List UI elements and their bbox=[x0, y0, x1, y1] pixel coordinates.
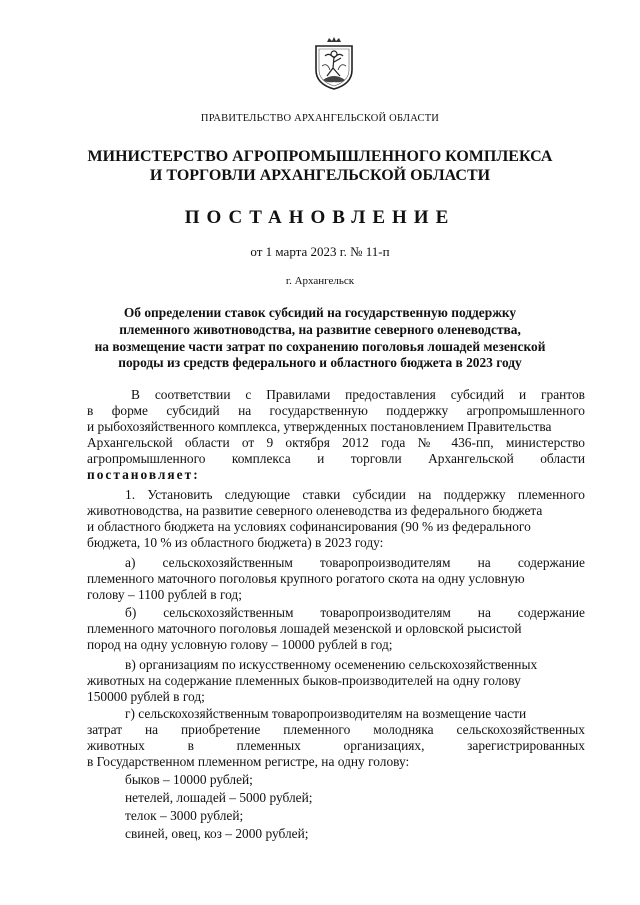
body-line: затрат на приобретение племенного молодняка сельскохозяйственных bbox=[87, 722, 585, 737]
subject-line: на возмещение части затрат по сохранению поголовья лошадей мезенской bbox=[94, 338, 546, 354]
body-line: г) сельскохозяйственным товаропроизводителям на возмещение части bbox=[125, 706, 527, 721]
coat-of-arms-icon bbox=[313, 36, 355, 90]
body-line: Архангельской области от 9 октября 2012 года № 436-пп, министерство bbox=[87, 435, 585, 450]
document-subject bbox=[0, 305, 640, 372]
body-line: и областного бюджета на условиях софинансирования (90 % из федерального bbox=[87, 519, 531, 534]
body-line: в форме субсидий на государственную поддержку агропромышленного bbox=[87, 403, 585, 418]
body-line: а) сельскохозяйственным товаропроизводителям на содержание bbox=[125, 555, 585, 570]
rate-item: быков – 10000 рублей; bbox=[125, 772, 253, 787]
rate-item: телок – 3000 рублей; bbox=[125, 808, 244, 823]
ministry-line: И ТОРГОВЛИ АРХАНГЕЛЬСКОЙ ОБЛАСТИ bbox=[149, 167, 491, 184]
body-line: племенного маточного поголовья лошадей мезенской и орловской рысистой bbox=[87, 621, 522, 636]
subject-line: племенного животноводства, на развитие северного оленеводства, bbox=[119, 321, 521, 337]
body-line: 1. Установить следующие ставки субсидии на поддержку племенного bbox=[125, 487, 585, 502]
subject-line: Об определении ставок субсидий на государственную поддержку bbox=[123, 305, 517, 320]
ministry-name bbox=[0, 147, 640, 185]
body-line: агропромышленного комплекса и торговли Архангельской области bbox=[87, 451, 585, 466]
rate-item: свиней, овец, коз – 2000 рублей; bbox=[125, 826, 309, 841]
body-line: и рыбохозяйственного комплекса, утвержденных постановлением Правительства bbox=[87, 419, 552, 434]
body-line: в Государственном племенном регистре, на одну голову: bbox=[87, 754, 410, 769]
body-line: пород на одну условную голову – 10000 рублей в год; bbox=[87, 637, 393, 652]
resolves-word: постановляет: bbox=[87, 467, 200, 482]
body-line: бюджета, 10 % из областного бюджета) в 2023 году: bbox=[87, 535, 384, 550]
document-date-number: от 1 марта 2023 г. № 11-п bbox=[250, 244, 390, 259]
subject-line: породы из средств федерального и областного бюджета в 2023 году bbox=[118, 355, 522, 371]
ministry-line: МИНИСТЕРСТВО АГРОПРОМЫШЛЕННОГО КОМПЛЕКСА bbox=[87, 148, 553, 165]
government-name: ПРАВИТЕЛЬСТВО АРХАНГЕЛЬСКОЙ ОБЛАСТИ bbox=[200, 113, 440, 124]
document-type: ПОСТАНОВЛЕНИЕ bbox=[184, 207, 456, 228]
body-line: животных на содержание племенных быков-производителей на одну голову bbox=[87, 673, 521, 688]
body-line: животных в племенных организациях, зарегистрированных bbox=[87, 738, 585, 753]
body-line: б) сельскохозяйственным товаропроизводителям на содержание bbox=[125, 605, 585, 620]
body-line: животноводства, на развитие северного оленеводства из федерального бюджета bbox=[87, 503, 543, 518]
document-city: г. Архангельск bbox=[285, 275, 355, 287]
rate-item: нетелей, лошадей – 5000 рублей; bbox=[125, 790, 313, 805]
body-line: В соответствии с Правилами предоставления субсидий и грантов bbox=[131, 387, 585, 402]
body-line: в) организациям по искусственному осеменению сельскохозяйственных bbox=[125, 657, 538, 672]
body-line: племенного маточного поголовья крупного рогатого скота на одну условную bbox=[87, 571, 525, 586]
body-line: 150000 рублей в год; bbox=[87, 689, 205, 704]
body-line: голову – 1100 рублей в год; bbox=[87, 587, 242, 602]
